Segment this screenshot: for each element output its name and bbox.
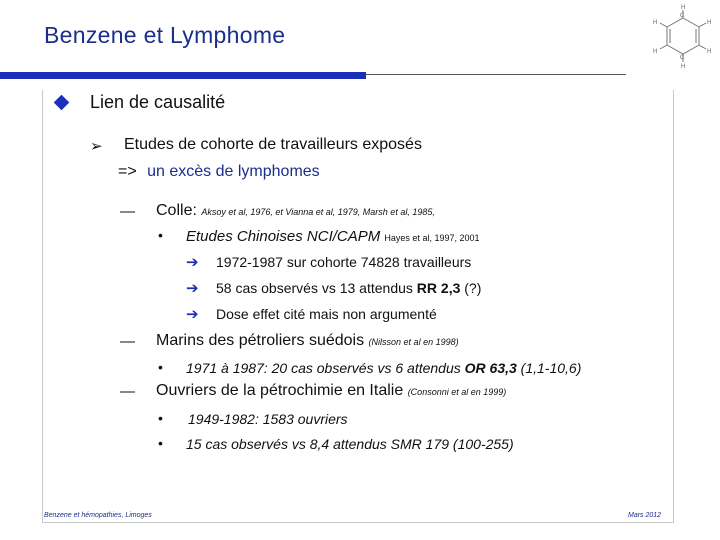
dash-colle: — [120, 203, 135, 220]
svg-text:H: H [681, 5, 686, 11]
rr-value: RR 2,3 [416, 280, 461, 296]
cohort-result [118, 163, 320, 181]
right-arrow-icon: ➔ [186, 280, 199, 297]
marins-line [156, 332, 459, 350]
colle-label: Colle: [156, 202, 197, 219]
svg-text:H: H [653, 20, 658, 26]
svg-text:H: H [653, 49, 658, 55]
chinese-line [186, 228, 480, 245]
right-arrow-icon: ➔ [186, 306, 199, 323]
petro-point-1: 1949-1982: 1583 ouvriers [188, 411, 348, 427]
marins-point: 1971 à 1987: 20 cas observés vs 6 attendus OR 63,3 (1,1-10,6) [186, 360, 582, 376]
right-arrow-icon: ➔ [186, 254, 199, 271]
dash-petro: — [120, 383, 135, 400]
footer-right: Mars 2012 [628, 512, 662, 519]
header-accent-bar [0, 72, 366, 79]
petro-ref: (Consonni et al en 1999) [407, 387, 507, 397]
slide-title: Benzene et Lymphome [44, 22, 286, 48]
cohort-label: Etudes de cohorte de travailleurs exposés [124, 136, 422, 153]
marins-label: Marins des pétroliers suédois [156, 332, 365, 349]
sub-bullet: • [158, 359, 163, 375]
header-divider [366, 74, 626, 75]
petro-point-2: 15 cas observés vs 8,4 attendus SMR 179 (100-255) [186, 436, 514, 452]
svg-text:C: C [680, 55, 685, 61]
petro-label: Ouvriers de la pétrochimie en Italie [156, 382, 404, 399]
colle-point-1: 1972-1987 sur cohorte 74828 travailleurs [216, 254, 472, 270]
sub-bullet: • [158, 227, 163, 243]
colle-point-2: 58 cas observés vs 13 attendus RR 2,3 (?) [216, 280, 482, 296]
marins-ref: (Nilsson et al en 1998) [368, 337, 459, 347]
sub-bullet: • [158, 410, 163, 426]
colle-line [156, 202, 435, 220]
or-value: OR 63,3 [464, 360, 517, 376]
result-text: un excès de lymphomes [147, 163, 320, 180]
svg-text:H: H [707, 49, 712, 55]
dash-marins: — [120, 333, 135, 350]
svg-text:H: H [681, 64, 686, 68]
chinese-label: Etudes Chinoises NCI/CAPM [186, 228, 381, 245]
petro-line [156, 382, 506, 400]
chinese-ref: Hayes et al, 1997, 2001 [384, 233, 480, 243]
arrowhead-bullet-icon: ➢ [90, 138, 103, 155]
benzene-molecule-icon [650, 4, 716, 68]
colle-refs: Aksoy et al, 1976, et Vianna et al, 1979, Marsh et al, 1985, [201, 207, 435, 217]
svg-text:H: H [707, 20, 712, 26]
colle-point-3: Dose effet cité mais non argumenté [216, 306, 437, 322]
bullet-causalite: Lien de causalité [90, 92, 226, 112]
sub-bullet: • [158, 435, 163, 451]
footer-left: Benzene et hémopathies, Limoges [44, 512, 152, 519]
svg-text:C: C [680, 13, 685, 19]
result-prefix: => [118, 163, 137, 180]
